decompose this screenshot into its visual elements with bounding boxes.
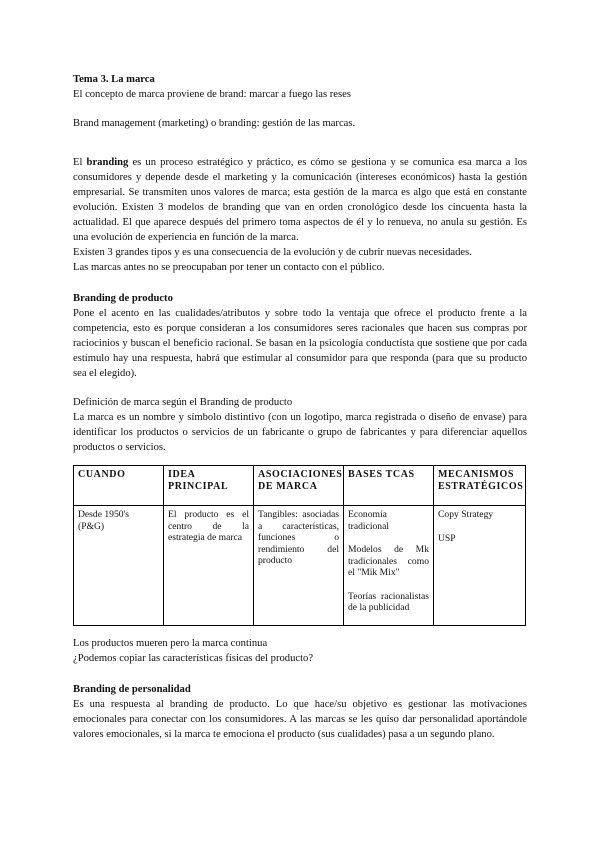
table-header-row <box>74 466 526 506</box>
cell-asociaciones <box>254 506 344 626</box>
header-mecanismos: MECANISMOS ESTRATÉGICOS <box>434 466 526 506</box>
cell-bases <box>344 506 434 626</box>
branding-table <box>73 465 526 626</box>
contact-line: Las marcas antes no se preocupaban por tener un contacto con el público. <box>73 262 385 273</box>
bases-item-2: Modelos de Mk tradicionales como el "Mik Mix" <box>348 544 429 578</box>
header-cuando: CUANDO <box>74 466 164 506</box>
branding-rest: es un proceso estratégico y práctico, es cómo se gestiona y se comunica esa marca a los consumidores y depende desde el marketing y la comunicación (intereses económicos) hasta la gestión empresarial. Se transmiten unos valores de marca; esta gestión de la marca es algo que está en constante evolución. Existen 3 modelos de branding que van en orden cronológico desde los cincuenta hasta la actualidad. El que aparece después del primero toma aspectos de él y lo renueva, no anula su gestión. Es una evolución de experiencia en función de la marca. <box>73 157 527 243</box>
intro-line: El concepto de marca proviene de brand: marcar a fuego las reses <box>73 89 351 100</box>
producto-paragraph: Pone el acento en las cualidades/atributos y sobre todo la ventaja que ofrece el producto frente a la competencia, esto es porque consideran a los consumidores seres racionales que hacen sus compras por raciocinios y buscan el beneficio racional. Se basan en la psicología conductista que sostiene que por cada estímulo hay una respuesta, habrá que estimular al consumidor para que responda (para que su producto sea el elegido). <box>73 308 527 379</box>
after-table-line-2: ¿Podemos copiar las características físicas del producto? <box>73 653 314 664</box>
cuando-line-2: (P&G) <box>78 520 105 532</box>
definition-title: Definición de marca según el Branding de producto <box>73 397 293 408</box>
personalidad-paragraph: Es una respuesta al branding de producto. Lo que hace/su objetivo es gestionar las motivaciones emocionales para conectar con los consumidores. A las marcas se les quiso dar personalidad aportándole valores emocionales, si la marca te emociona el producto (sus cualidades) pasa a un segundo plano. <box>73 699 527 740</box>
bases-item-3: Teorías racionalistas de la publicidad <box>348 590 429 613</box>
table-row <box>74 506 526 626</box>
cell-mecanismos <box>434 506 526 626</box>
mecanismos-item-2: USP <box>438 532 456 544</box>
types-line: Existen 3 grandes tipos y es una consecuencia de la evolución y de cubrir nuevas necesidades. <box>73 247 472 258</box>
header-bases: BASES TCAS <box>344 466 434 506</box>
section-heading-producto: Branding de producto <box>73 293 173 304</box>
cell-idea <box>164 506 254 626</box>
page-title: Tema 3. La marca <box>73 74 155 85</box>
cuando-line-1: Desde 1950's <box>78 509 130 520</box>
mecanismos-item-1: Copy Strategy <box>438 509 494 520</box>
branding-term: branding <box>86 157 129 168</box>
idea-text: El producto es el centro de la estrategia de marca <box>168 509 249 543</box>
definition-text: La marca es un nombre y símbolo distintivo (con un logotipo, marca registrada o diseño de envase) para identificar los productos o servicios de un fabricante o grupo de fabricantes y para diferenciar aquellos productos o servicios. <box>73 412 527 453</box>
cell-cuando <box>74 506 164 626</box>
document-body <box>73 72 527 742</box>
after-table-line-1: Los productos mueren pero la marca continua <box>73 638 268 649</box>
header-idea: IDEA PRINCIPAL <box>164 466 254 506</box>
header-asociaciones: ASOCIACIONES DE MARCA <box>254 466 344 506</box>
section-heading-personalidad: Branding de personalidad <box>73 684 191 695</box>
branding-paragraph <box>73 155 527 245</box>
asociaciones-text: Tangibles: asociadas a características, funciones o rendimiento del producto <box>258 509 339 566</box>
bases-item-1: Economía tradicional <box>348 509 390 532</box>
branding-prefix: El <box>73 157 87 168</box>
brand-management-line: Brand management (marketing) o branding: gestión de las marcas. <box>73 118 356 129</box>
